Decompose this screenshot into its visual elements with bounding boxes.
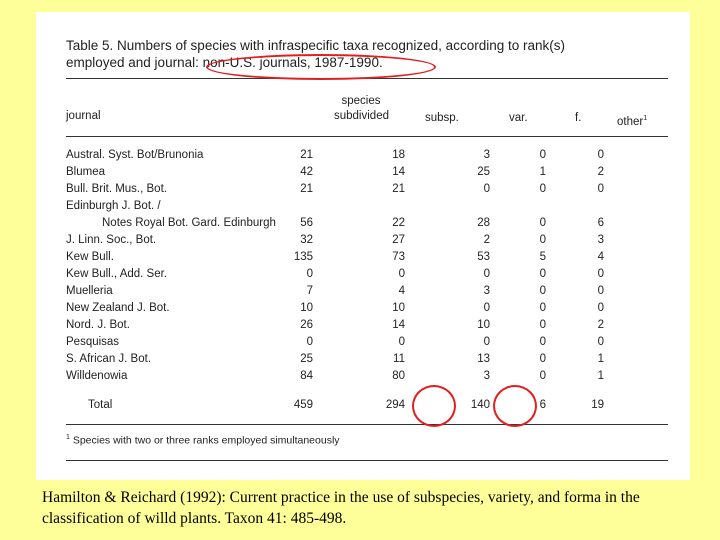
species-cell: 56 (300, 217, 313, 229)
var-cell: 0 (483, 183, 490, 195)
total-label: Total (88, 399, 113, 411)
header-other-footnote-mark: 1 (643, 115, 648, 122)
header-species (334, 94, 388, 124)
table-row (66, 232, 668, 249)
f-cell: 0 (539, 370, 546, 382)
total-subsp: 294 (385, 399, 405, 411)
subsp-cell: 14 (392, 166, 405, 178)
journal-cell: Willdenowia (66, 370, 128, 382)
subsp-cell: 21 (392, 183, 405, 195)
other-cell: 2 (597, 319, 604, 331)
total-bottom-rule (66, 424, 668, 425)
journal-cell: Nord. J. Bot. (66, 319, 130, 331)
journal-cell: J. Linn. Soc., Bot. (66, 234, 157, 246)
table-row (66, 334, 668, 351)
species-cell: 21 (300, 183, 313, 195)
table-title-line2: employed and journal: non-U.S. journals, 1987-1990. (66, 55, 383, 70)
highlight-circle-subsp-total (412, 385, 456, 427)
highlight-ellipse-non-us (206, 54, 436, 80)
total-f: 6 (539, 399, 546, 411)
journal-cell: Muelleria (66, 285, 113, 297)
footnote-text: Species with two or three ranks employed simultaneously (72, 434, 340, 447)
journal-cell: Edinburgh J. Bot. / (66, 200, 161, 212)
total-species: 459 (293, 399, 313, 411)
var-cell: 3 (483, 285, 490, 297)
table-row (66, 283, 668, 300)
subsp-cell: 0 (398, 268, 405, 280)
var-cell: 25 (477, 166, 490, 178)
other-cell: 0 (597, 285, 604, 297)
header-species-line2: subdivided (334, 110, 389, 122)
subsp-cell: 27 (392, 234, 405, 246)
f-cell: 0 (539, 285, 546, 297)
header-f: f. (575, 112, 582, 124)
total-row (66, 397, 668, 414)
subsp-cell: 11 (393, 353, 405, 365)
other-cell: 6 (597, 217, 604, 229)
footnote-bottom-rule (66, 460, 668, 461)
subsp-cell: 80 (392, 370, 405, 382)
subsp-cell: 22 (392, 217, 405, 229)
subsp-cell: 4 (398, 285, 405, 297)
total-other: 19 (591, 399, 604, 411)
species-cell: 10 (300, 302, 313, 314)
other-cell: 1 (597, 353, 604, 365)
other-cell: 0 (597, 183, 604, 195)
table-row (66, 249, 668, 266)
other-cell: 2 (597, 166, 604, 178)
table-row (66, 164, 668, 181)
header-journal: journal (66, 110, 101, 122)
species-cell: 7 (306, 285, 313, 297)
other-cell: 0 (597, 302, 604, 314)
table-row (66, 181, 668, 198)
subsp-cell: 14 (392, 319, 405, 331)
subsp-cell: 0 (398, 336, 405, 348)
total-var: 140 (470, 399, 490, 411)
f-cell: 0 (539, 336, 546, 348)
f-cell: 0 (539, 183, 546, 195)
journal-cell: Kew Bull. (66, 251, 114, 263)
subsp-cell: 73 (392, 251, 405, 263)
journal-cell: New Zealand J. Bot. (66, 302, 170, 314)
journal-cell: Pesquisas (66, 336, 120, 348)
var-cell: 10 (477, 319, 490, 331)
citation-caption: Hamilton & Reichard (1992): Current practice in the use of subspecies, variety, and forma in the classification of willd plants. Taxon 41: 485-498. (42, 489, 640, 527)
subsp-cell: 18 (392, 149, 405, 161)
table-row (66, 368, 668, 385)
species-cell: 25 (300, 353, 313, 365)
var-cell: 0 (483, 302, 490, 314)
var-cell: 3 (483, 149, 490, 161)
other-cell: 0 (597, 336, 604, 348)
journal-cell: Blumea (66, 166, 105, 178)
species-cell: 21 (300, 149, 313, 161)
species-cell: 0 (306, 336, 313, 348)
species-cell: 26 (300, 319, 313, 331)
journal-cell: S. African J. Bot. (66, 353, 152, 365)
var-cell: 0 (483, 268, 490, 280)
journal-cell: Austral. Syst. Bot/Brunonia (66, 149, 204, 161)
table-title-line1: Table 5. Numbers of species with infraspecific taxa recognized, according to rank(s) (66, 38, 565, 53)
species-cell: 0 (306, 268, 313, 280)
var-cell: 53 (477, 251, 490, 263)
header-bottom-rule (66, 136, 668, 137)
f-cell: 0 (539, 319, 546, 331)
f-cell: 0 (539, 302, 546, 314)
other-cell: 1 (597, 370, 604, 382)
other-cell: 0 (597, 149, 604, 161)
header-other-label: other (617, 115, 644, 128)
table-row (66, 215, 668, 232)
f-cell: 1 (539, 166, 546, 178)
header-subsp: subsp. (425, 112, 459, 124)
f-cell: 5 (539, 251, 546, 263)
var-cell: 28 (477, 217, 490, 229)
f-cell: 0 (539, 234, 546, 246)
table-footnote (66, 434, 340, 447)
species-cell: 32 (300, 234, 313, 246)
subsp-cell: 10 (392, 302, 405, 314)
species-cell: 135 (293, 251, 313, 263)
f-cell: 0 (539, 353, 546, 365)
f-cell: 0 (539, 268, 546, 280)
header-other (617, 111, 647, 130)
journal-cell: Bull. Brit. Mus., Bot. (66, 183, 167, 195)
table-row (66, 147, 668, 164)
other-cell: 3 (597, 234, 604, 246)
table-row (66, 317, 668, 334)
table-row (66, 300, 668, 317)
other-cell: 4 (597, 251, 604, 263)
var-cell: 3 (483, 370, 490, 382)
header-species-line1: species (341, 95, 381, 107)
table-row (66, 351, 668, 368)
var-cell: 2 (483, 234, 490, 246)
footnote-mark: 1 (66, 434, 70, 441)
table-row (66, 198, 668, 215)
var-cell: 13 (477, 353, 490, 365)
journal-cell: Kew Bull., Add. Ser. (66, 268, 168, 280)
var-cell: 0 (483, 336, 490, 348)
journal-cell: Notes Royal Bot. Gard. Edinburgh (102, 217, 276, 229)
header-var: var. (509, 112, 528, 124)
species-cell: 42 (300, 166, 313, 178)
other-cell: 0 (597, 268, 604, 280)
f-cell: 0 (539, 217, 546, 229)
scanned-table-image (36, 12, 690, 480)
species-cell: 84 (300, 370, 313, 382)
table-row (66, 266, 668, 283)
f-cell: 0 (539, 149, 546, 161)
highlight-circle-var-total (493, 385, 537, 427)
